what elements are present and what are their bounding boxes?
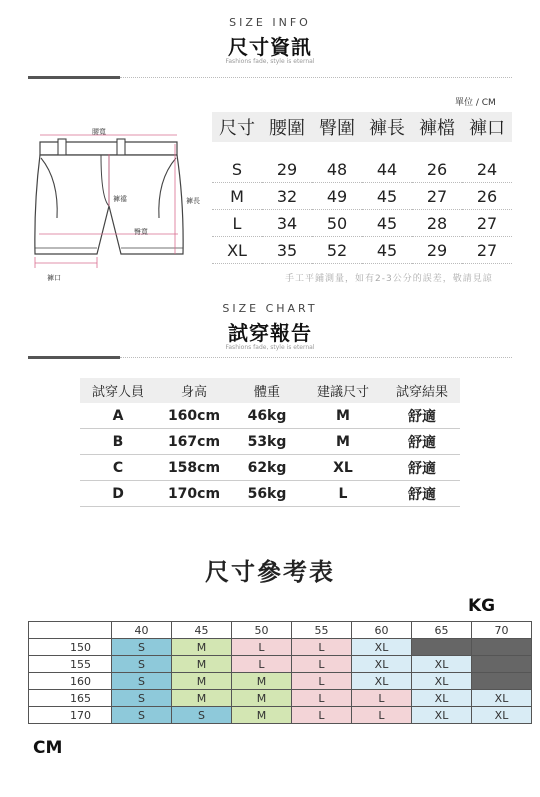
reference-size-cell: L bbox=[232, 656, 292, 673]
reference-size-cell: XL bbox=[352, 656, 412, 673]
table-cell: 44 bbox=[362, 156, 412, 183]
label-waist: 腰寬 bbox=[92, 128, 106, 136]
reference-size-cell: XL bbox=[412, 707, 472, 724]
table-cell: 29 bbox=[412, 237, 462, 264]
table-cell: M bbox=[212, 183, 262, 210]
size-chart-zh-title: 試穿報告 bbox=[228, 321, 312, 345]
table-cell: 56kg bbox=[232, 481, 302, 507]
reference-size-cell: M bbox=[172, 690, 232, 707]
size-info-header: 褲長 bbox=[362, 112, 412, 142]
table-cell: M bbox=[302, 403, 384, 429]
size-info-header: 褲口 bbox=[462, 112, 512, 142]
table-cell: 45 bbox=[362, 210, 412, 237]
reference-corner-cell bbox=[29, 622, 112, 639]
table-row bbox=[212, 156, 512, 183]
try-report-header: 建議尺寸 bbox=[302, 378, 384, 403]
reference-size-cell: S bbox=[172, 707, 232, 724]
reference-size-cell: XL bbox=[412, 673, 472, 690]
reference-size-cell bbox=[412, 639, 472, 656]
shorts-diagram bbox=[25, 122, 210, 288]
size-info-table bbox=[212, 112, 512, 264]
section-rule-dotted bbox=[120, 357, 512, 358]
table-cell: 舒適 bbox=[384, 455, 460, 481]
label-length: 褲長 bbox=[186, 197, 200, 205]
reference-row bbox=[29, 656, 532, 673]
table-cell: C bbox=[80, 455, 156, 481]
table-cell: 26 bbox=[412, 156, 462, 183]
weight-header: 40 bbox=[112, 622, 172, 639]
reference-size-cell: XL bbox=[472, 690, 532, 707]
table-cell: 53kg bbox=[232, 429, 302, 455]
table-row bbox=[80, 429, 460, 455]
table-row bbox=[212, 183, 512, 210]
try-report-table bbox=[80, 378, 460, 507]
size-info-motto: Fashions fade, style is eternal bbox=[225, 58, 315, 65]
reference-row bbox=[29, 690, 532, 707]
reference-size-cell: L bbox=[292, 673, 352, 690]
table-cell: 170cm bbox=[156, 481, 232, 507]
reference-size-cell: S bbox=[112, 639, 172, 656]
table-cell: 28 bbox=[412, 210, 462, 237]
try-report-header: 體重 bbox=[232, 378, 302, 403]
measure-note: 手工平鋪測量，如有2-3公分的誤差，敬請見諒 bbox=[285, 274, 493, 284]
reference-size-cell: M bbox=[172, 639, 232, 656]
reference-size-cell: XL bbox=[352, 673, 412, 690]
reference-size-cell bbox=[472, 639, 532, 656]
table-cell: L bbox=[212, 210, 262, 237]
reference-size-cell: L bbox=[292, 690, 352, 707]
table-cell: 160cm bbox=[156, 403, 232, 429]
table-cell: XL bbox=[302, 455, 384, 481]
reference-size-cell: S bbox=[112, 656, 172, 673]
weight-header: 50 bbox=[232, 622, 292, 639]
table-row bbox=[80, 455, 460, 481]
reference-size-cell: L bbox=[352, 707, 412, 724]
table-cell: 62kg bbox=[232, 455, 302, 481]
reference-size-cell: S bbox=[112, 707, 172, 724]
reference-size-cell bbox=[472, 673, 532, 690]
reference-size-cell: M bbox=[172, 656, 232, 673]
reference-size-cell: L bbox=[352, 690, 412, 707]
size-chart-motto: Fashions fade, style is eternal bbox=[225, 344, 315, 351]
table-cell: M bbox=[302, 429, 384, 455]
try-report-header-row bbox=[80, 378, 460, 403]
reference-size-cell: S bbox=[112, 690, 172, 707]
reference-size-cell: M bbox=[232, 690, 292, 707]
section-rule-dotted bbox=[120, 77, 512, 78]
table-cell: 26 bbox=[462, 183, 512, 210]
table-row bbox=[80, 403, 460, 429]
weight-header: 70 bbox=[472, 622, 532, 639]
height-header: 160 bbox=[29, 673, 112, 690]
height-header: 165 bbox=[29, 690, 112, 707]
unit-label: 單位 / CM bbox=[455, 98, 496, 108]
table-cell: A bbox=[80, 403, 156, 429]
reference-size-cell bbox=[472, 656, 532, 673]
try-report-header: 試穿人員 bbox=[80, 378, 156, 403]
size-info-header: 褲檔 bbox=[412, 112, 462, 142]
table-cell: 45 bbox=[362, 183, 412, 210]
reference-row bbox=[29, 707, 532, 724]
reference-size-cell: M bbox=[232, 673, 292, 690]
reference-size-cell: L bbox=[292, 707, 352, 724]
table-cell: 46kg bbox=[232, 403, 302, 429]
label-rise: 褲襠 bbox=[113, 195, 127, 203]
table-cell: L bbox=[302, 481, 384, 507]
reference-size-cell: XL bbox=[472, 707, 532, 724]
section-rule bbox=[28, 76, 120, 79]
size-reference-table bbox=[28, 621, 532, 724]
reference-size-cell: L bbox=[232, 639, 292, 656]
table-cell: 35 bbox=[262, 237, 312, 264]
table-cell: XL bbox=[212, 237, 262, 264]
table-cell: 158cm bbox=[156, 455, 232, 481]
table-cell: 48 bbox=[312, 156, 362, 183]
reference-size-cell: XL bbox=[352, 639, 412, 656]
table-cell: S bbox=[212, 156, 262, 183]
weight-header: 60 bbox=[352, 622, 412, 639]
weight-header: 45 bbox=[172, 622, 232, 639]
reference-size-cell: XL bbox=[412, 690, 472, 707]
height-header: 155 bbox=[29, 656, 112, 673]
table-cell: 50 bbox=[312, 210, 362, 237]
size-info-header: 尺寸 bbox=[212, 112, 262, 142]
table-row bbox=[212, 237, 512, 264]
section-rule bbox=[28, 356, 120, 359]
reference-size-cell: M bbox=[172, 673, 232, 690]
table-cell: 52 bbox=[312, 237, 362, 264]
label-hem: 褲口 bbox=[47, 274, 61, 282]
weight-header: 55 bbox=[292, 622, 352, 639]
reference-title: 尺寸參考表 bbox=[205, 558, 335, 586]
table-cell: D bbox=[80, 481, 156, 507]
table-cell: 49 bbox=[312, 183, 362, 210]
label-hip: 臀寬 bbox=[134, 228, 148, 236]
reference-size-cell: L bbox=[292, 639, 352, 656]
size-info-en-title: SIZE INFO bbox=[229, 16, 311, 29]
size-info-header-row bbox=[212, 112, 512, 142]
size-info-header: 臀圍 bbox=[312, 112, 362, 142]
table-cell: 32 bbox=[262, 183, 312, 210]
table-cell: 45 bbox=[362, 237, 412, 264]
reference-size-cell: S bbox=[112, 673, 172, 690]
try-report-header: 身高 bbox=[156, 378, 232, 403]
table-cell: 舒適 bbox=[384, 429, 460, 455]
table-cell: 34 bbox=[262, 210, 312, 237]
table-cell: 24 bbox=[462, 156, 512, 183]
height-header: 170 bbox=[29, 707, 112, 724]
height-header: 150 bbox=[29, 639, 112, 656]
size-chart-en-title: SIZE CHART bbox=[222, 302, 318, 315]
reference-row bbox=[29, 639, 532, 656]
table-cell: 27 bbox=[462, 237, 512, 264]
table-cell: 29 bbox=[262, 156, 312, 183]
reference-size-cell: M bbox=[232, 707, 292, 724]
table-cell: 167cm bbox=[156, 429, 232, 455]
reference-row bbox=[29, 673, 532, 690]
table-row bbox=[80, 481, 460, 507]
cm-label: CM bbox=[33, 738, 63, 758]
weight-header: 65 bbox=[412, 622, 472, 639]
size-info-header: 腰圍 bbox=[262, 112, 312, 142]
table-cell: 27 bbox=[462, 210, 512, 237]
table-cell: 舒適 bbox=[384, 481, 460, 507]
reference-size-cell: L bbox=[292, 656, 352, 673]
table-row bbox=[212, 210, 512, 237]
reference-weight-row bbox=[29, 622, 532, 639]
size-info-zh-title: 尺寸資訊 bbox=[228, 35, 312, 59]
reference-size-cell: XL bbox=[412, 656, 472, 673]
try-report-header: 試穿結果 bbox=[384, 378, 460, 403]
kg-label: KG bbox=[468, 596, 496, 616]
table-cell: 27 bbox=[412, 183, 462, 210]
table-cell: 舒適 bbox=[384, 403, 460, 429]
table-cell: B bbox=[80, 429, 156, 455]
